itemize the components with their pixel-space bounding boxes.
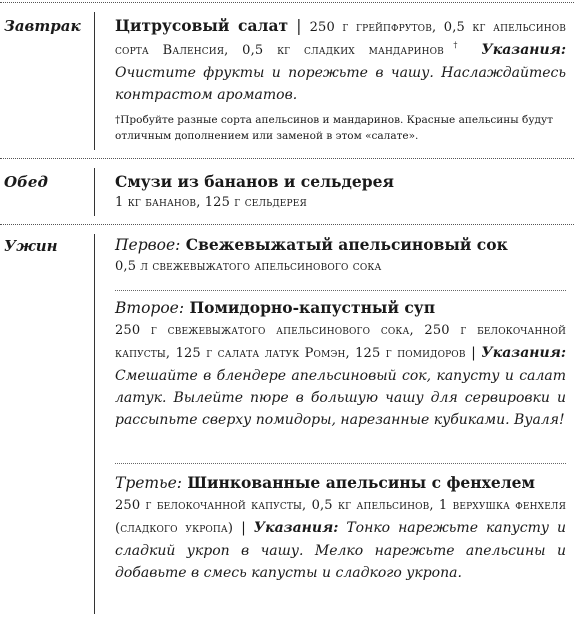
first-course-label: Первое: xyxy=(115,236,181,254)
second-course-label: Второе: xyxy=(115,299,185,317)
second-course-title: Второе: Помидорно-капустный суп xyxy=(115,298,436,317)
breakfast-recipe xyxy=(115,15,566,144)
third-course-instructions-label: Указания: xyxy=(253,520,339,536)
meal-label-dinner: Ужин xyxy=(4,237,58,255)
meal-label-breakfast: Завтрак xyxy=(4,17,81,35)
first-course-title: Первое: Свежевыжатый апельсиновый сок xyxy=(115,235,508,254)
second-third-divider xyxy=(115,463,566,464)
top-divider xyxy=(0,2,574,3)
dinner-second-course xyxy=(115,297,566,431)
third-course-ingredients: 250 г белокочанной капусты, 0,5 кг апельсинов, 1 верхушка фенхеля (сладкого укропа) xyxy=(115,498,566,536)
breakfast-ingredients: 250 г грейпфрутов, 0,5 кг апельсинов сорта Валенсия, 0,5 кг сладких мандаринов xyxy=(115,20,567,58)
second-course-text: 250 г свежевыжатого апельсинового сока, 250 г белокочанной капусты, 125 г салата латук Ромэн, 125 г помидоров | Указания: Смешайте в блендере апельсиновый сок, капусту и салат латук. Вылейте пюре в большую чашу для сервировки и рассыпьте сверху помидоры, нарезанные кубиками. Вуаля! xyxy=(115,323,566,428)
breakfast-instructions-label: Указания: xyxy=(481,42,566,58)
second-course-instructions-label: Указания: xyxy=(481,345,566,361)
lunch-recipe xyxy=(115,171,566,214)
dinner-vertical-rule xyxy=(94,234,95,614)
footnote-marker: † xyxy=(443,40,467,50)
second-course-ingredients: 250 г свежевыжатого апельсинового сока, 250 г белокочанной капусты, 125 г салата латук Ромэн, 125 г помидоров xyxy=(115,323,566,361)
lunch-ingredients: 1 кг бананов, 125 г сельдерея xyxy=(115,195,307,210)
third-course-title: Третье: Шинкованные апельсины с фенхелем xyxy=(115,473,535,492)
breakfast-title: Цитрусовый салат xyxy=(115,16,289,35)
breakfast-vertical-rule xyxy=(94,12,95,150)
dinner-third-course xyxy=(115,472,566,584)
dinner-first-course xyxy=(115,234,566,278)
breakfast-instructions: Очистите фрукты и порежьте в чашу. Наслаждайтесь контрастом ароматов. xyxy=(115,65,566,103)
third-course-text: 250 г белокочанной капусты, 0,5 кг апельсинов, 1 верхушка фенхеля (сладкого укропа) | Указания: Тонко нарежьте капусту и сладкий укроп в чашу. Мелко нарежьте апельсины и добавьте в смесь капусты и сладкого укропа. xyxy=(115,498,566,581)
breakfast-text: Цитрусовый салат | 250 г грейпфрутов, 0,5 кг апельсинов сорта Валенсия, 0,5 кг сладких мандаринов† Указания: Очистите фрукты и порежьте в чашу. Наслаждайтесь контрастом ароматов. xyxy=(115,16,567,103)
lunch-title: Смузи из бананов и сельдерея xyxy=(115,172,394,191)
breakfast-footnote: †Пробуйте разные сорта апельсинов и мандаринов. Красные апельсины будут отличным дополнением или заменой в этом «салате». xyxy=(115,114,553,142)
second-course-instructions: Смешайте в блендере апельсиновый сок, капусту и салат латук. Вылейте пюре в большую чашу для сервировки и рассыпьте сверху помидоры, нарезанные кубиками. Вуаля! xyxy=(115,368,566,428)
third-course-label: Третье: xyxy=(115,474,182,492)
meal-label-lunch: Обед xyxy=(4,173,48,191)
lunch-vertical-rule xyxy=(94,168,95,216)
breakfast-lunch-divider xyxy=(0,158,574,159)
first-second-divider xyxy=(115,290,566,291)
third-course-instructions: Тонко нарежьте капусту и сладкий укроп в чашу. Мелко нарежьте апельсины и добавьте в смесь капусты и сладкого укропа. xyxy=(115,520,566,581)
lunch-dinner-divider xyxy=(0,224,574,225)
first-course-ingredients: 0,5 л свежевыжатого апельсинового сока xyxy=(115,259,382,274)
